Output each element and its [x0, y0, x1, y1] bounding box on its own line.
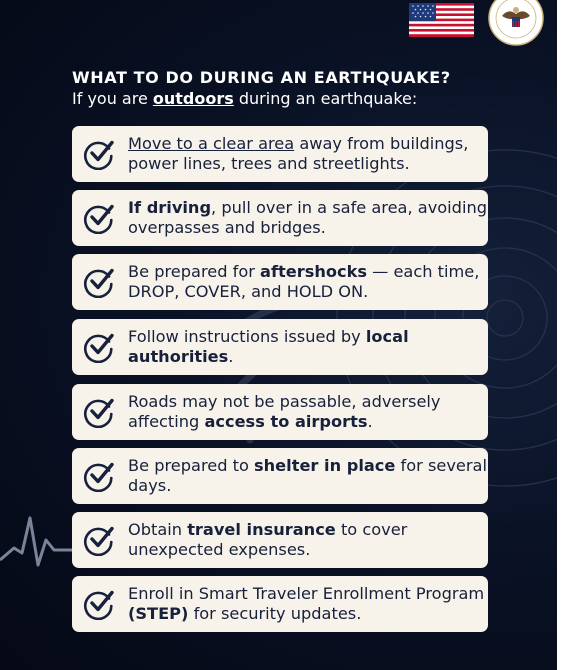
- guidance-text-segment: Be prepared for: [128, 261, 261, 281]
- us-flag-icon: [409, 3, 474, 37]
- guidance-text-segment: travel insurance: [187, 519, 336, 539]
- guidance-text-segment: for security updates.: [188, 604, 362, 623]
- guidance-card: [72, 448, 488, 504]
- guidance-text: [128, 134, 488, 175]
- check-circle-icon: [83, 524, 115, 556]
- check-circle-icon: [83, 588, 115, 620]
- check-circle-icon: [83, 266, 115, 298]
- guidance-text-segment: aftershocks: [260, 261, 367, 281]
- guidance-text-segment: Move to a clear area: [128, 133, 295, 153]
- guidance-text: [128, 520, 488, 561]
- guidance-text-segment: Obtain: [128, 519, 188, 539]
- guidance-card: [72, 512, 488, 568]
- guidance-card: [72, 319, 488, 375]
- guidance-text-segment: access to airports: [204, 412, 368, 431]
- guidance-text-segment: Enroll in Smart Traveler Enrollment Program: [128, 583, 485, 603]
- guidance-text-segment: to cover unexpected expenses.: [128, 519, 408, 559]
- guidance-text: [128, 584, 488, 625]
- guidance-text-segment: If driving: [128, 197, 212, 217]
- guidance-text-segment: away from buildings, power lines, trees and streetlights.: [128, 133, 469, 173]
- guidance-card: [72, 384, 488, 440]
- guidance-text-segment: Roads may not be passable, adversely affecting: [128, 391, 441, 431]
- check-circle-icon: [83, 396, 115, 428]
- guidance-text: [128, 198, 488, 239]
- guidance-text-segment: , pull over in a safe area, avoiding overpasses and bridges.: [128, 197, 487, 237]
- guidance-text: [128, 327, 488, 368]
- guidance-text-segment: (STEP): [128, 604, 189, 623]
- guidance-text-segment: for several days.: [128, 455, 487, 495]
- guidance-text-segment: .: [367, 412, 373, 431]
- guidance-text-segment: shelter in place: [254, 455, 396, 475]
- guidance-text-segment: .: [228, 347, 234, 366]
- check-circle-icon: [83, 331, 115, 363]
- guidance-card: [72, 576, 488, 632]
- guidance-text: [128, 456, 488, 497]
- subtitle-emphasis: outdoors: [152, 89, 234, 108]
- subtitle-tail: during an earthquake:: [233, 89, 418, 108]
- subtitle-lead: If you are: [72, 89, 153, 108]
- check-circle-icon: [83, 460, 115, 492]
- guidance-text: [128, 392, 488, 433]
- guidance-text-segment: — each time, DROP, COVER, and HOLD ON.: [128, 261, 480, 301]
- page-subtitle: [72, 89, 417, 108]
- page-title: WHAT TO DO DURING AN EARTHQUAKE?: [72, 68, 451, 87]
- guidance-text-segment: Follow instructions issued by: [128, 326, 366, 346]
- seismograph-line: [0, 518, 72, 565]
- check-circle-icon: [83, 202, 115, 234]
- guidance-text-segment: Be prepared to: [128, 455, 255, 475]
- check-circle-icon: [83, 138, 115, 170]
- guidance-text: [128, 262, 488, 303]
- guidance-card: [72, 190, 488, 246]
- guidance-card: [72, 254, 488, 310]
- guidance-text-segment: local authorities: [128, 326, 409, 366]
- department-seal-icon: [488, 0, 544, 46]
- guidance-card: [72, 126, 488, 182]
